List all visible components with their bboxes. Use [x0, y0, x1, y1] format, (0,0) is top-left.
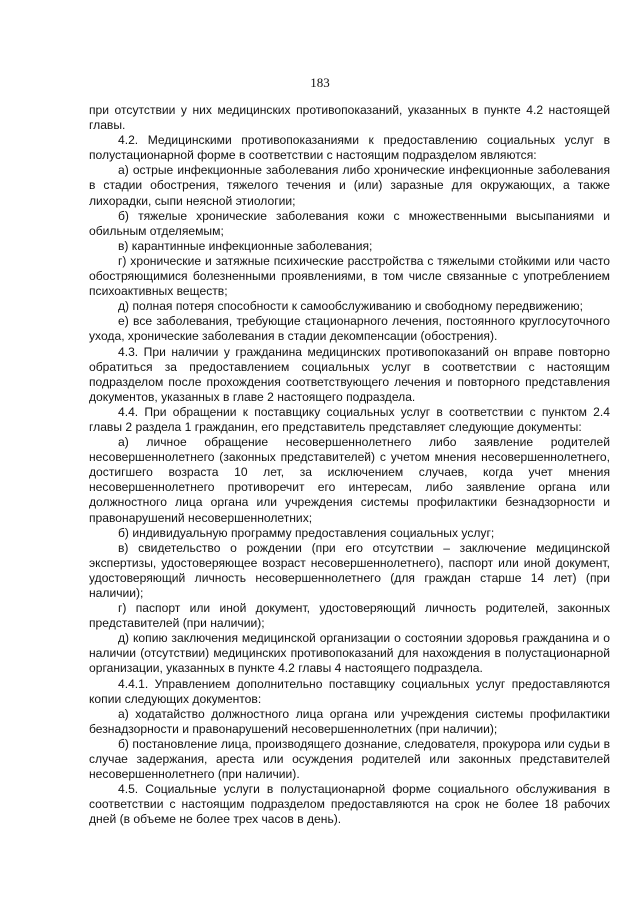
paragraph-4-3: 4.3. При наличии у гражданина медицинских противопоказаний он вправе повторно обратиться за предоставлением социальных услуг в соответствии с настоящим подразделом после прохождения соответствующего лечения и повторного представления документов, указанных в главе 2 настоящего подраздела.: [89, 344, 610, 404]
paragraph-4-4-d: д) копию заключения медицинской организации о состоянии здоровья гражданина и о наличии (отсутствии) медицинских противопоказаний для нахождения в полустационарной организации, указанных в пункте 4.2 главы 4 настоящего подраздела.: [89, 631, 610, 676]
page-number: 183: [310, 75, 330, 90]
paragraph-4-4-1: 4.4.1. Управлением дополнительно поставщику социальных услуг предоставляются копии следующих документов:: [89, 676, 610, 706]
paragraph-4-4-1-a: а) ходатайство должностного лица органа или учреждения системы профилактики безнадзорности и правонарушений несовершеннолетних (при наличии);: [89, 706, 610, 736]
paragraph-4-2-a: а) острые инфекционные заболевания либо хронические инфекционные заболевания в стадии обострения, тяжелого течения и (или) заразные для окружающих, а также лихорадки, сыпи неясной этиологии;: [89, 163, 610, 208]
paragraph-continuation: при отсутствии у них медицинских противопоказаний, указанных в пункте 4.2 настоящей главы.: [89, 103, 610, 133]
paragraph-4-5: 4.5. Социальные услуги в полустационарной форме социального обслуживания в соответствии с настоящим подразделом предоставляются на срок не более 18 рабочих дней (в объеме не более трех часов в день).: [89, 782, 610, 827]
paragraph-4-2-e: е) все заболевания, требующие стационарного лечения, постоянного круглосуточного ухода, хронические заболевания в стадии декомпенсации (обострения).: [89, 314, 610, 344]
paragraph-4-4-b: б) индивидуальную программу предоставления социальных услуг;: [118, 525, 495, 540]
document-body: [89, 103, 610, 828]
paragraph-4-4-v: в) свидетельство о рождении (при его отсутствии – заключение медицинской экспертизы, удостоверяющее возраст несовершеннолетнего), паспорт или иной документ, удостоверяющий личность несовершеннолетнего (для граждан старше 14 лет) (при наличии);: [89, 540, 610, 600]
paragraph-4-4-a: а) личное обращение несовершеннолетнего либо заявление родителей несовершеннолетнего (законных представителей) с учетом мнения несовершеннолетнего, достигшего возраста 10 лет, за исключением случаев, когда учет мнения несовершеннолетнего противоречит его интересам, либо заявление органа или должностного лица органа или учреждения системы профилактики безнадзорности и правонарушений несовершеннолетних;: [89, 435, 610, 525]
paragraph-4-2-g: г) хронические и затяжные психические расстройства с тяжелыми стойкими или часто обостряющимися болезненными проявлениями, в том числе связанные с употреблением психоактивных веществ;: [89, 253, 610, 299]
paragraph-4-2-d: д) полная потеря способности к самообслуживанию и свободному передвижению;: [118, 299, 583, 314]
paragraph-4-2: 4.2. Медицинскими противопоказаниями к предоставлению социальных услуг в полустационарной форме в соответствии с настоящим подразделом являются:: [89, 133, 610, 163]
paragraph-4-2-v: в) карантинные инфекционные заболевания;: [118, 238, 373, 253]
paragraph-4-4: 4.4. При обращении к поставщику социальных услуг в соответствии с пунктом 2.4 главы 2 раздела 1 гражданин, его представитель представляет следующие документы:: [89, 404, 610, 434]
paragraph-4-2-b: б) тяжелые хронические заболевания кожи с множественными высыпаниями и обильным отделяемым;: [89, 208, 610, 238]
paragraph-4-4-g: г) паспорт или иной документ, удостоверяющий личность родителей, законных представителей (при наличии);: [89, 601, 610, 631]
paragraph-4-4-1-b: б) постановление лица, производящего дознание, следователя, прокурора или судьи в случае задержания, ареста или осуждения родителей или законных представителей несовершеннолетнего (при наличии).: [89, 736, 610, 782]
